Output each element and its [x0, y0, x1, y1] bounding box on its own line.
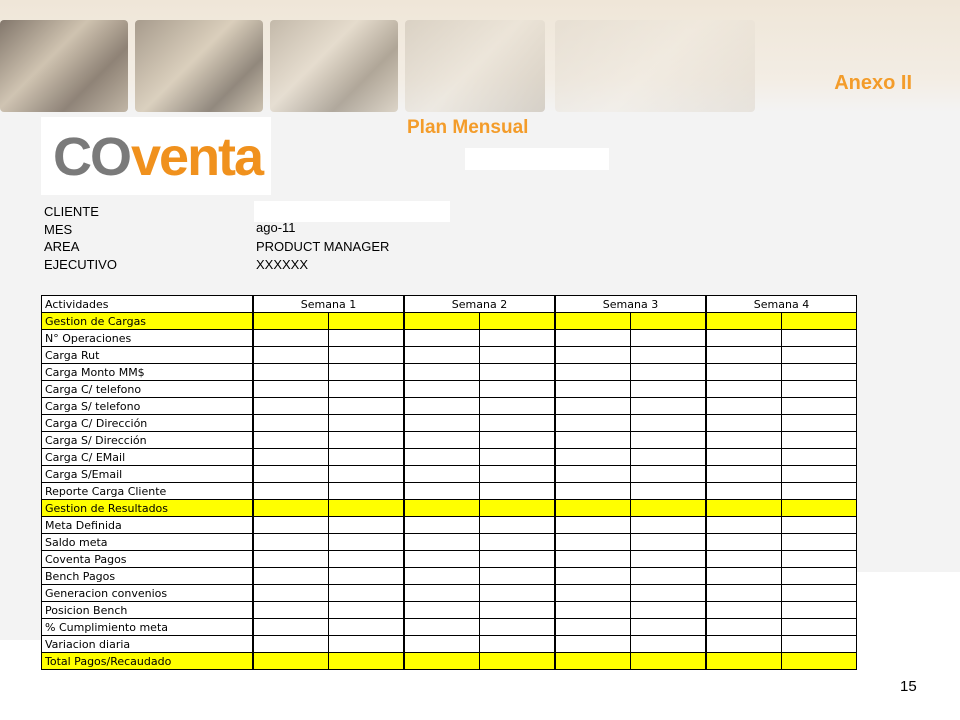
week-cell[interactable]	[706, 347, 782, 364]
week-cell[interactable]	[555, 517, 631, 534]
week-cell[interactable]	[329, 432, 405, 449]
info-label-executive: EJECUTIVO	[44, 257, 117, 272]
week-cell[interactable]	[253, 653, 329, 670]
week-cell[interactable]	[631, 449, 707, 466]
week-cell[interactable]	[555, 568, 631, 585]
week-cell[interactable]	[404, 619, 480, 636]
week-cell[interactable]	[631, 313, 707, 330]
week-cell[interactable]	[782, 517, 857, 534]
week-cell[interactable]	[706, 500, 782, 517]
week-cell[interactable]	[329, 449, 405, 466]
week-cell[interactable]	[404, 449, 480, 466]
week-cell[interactable]	[480, 398, 556, 415]
week-cell[interactable]	[404, 534, 480, 551]
week-cell[interactable]	[253, 415, 329, 432]
week-cell[interactable]	[480, 364, 556, 381]
week-cell[interactable]	[631, 500, 707, 517]
week-cell[interactable]	[782, 330, 857, 347]
week-cell[interactable]	[404, 313, 480, 330]
activity-label: Total Pagos/Recaudado	[42, 653, 254, 670]
week-cell[interactable]	[253, 602, 329, 619]
week-cell[interactable]	[782, 398, 857, 415]
week-cell[interactable]	[480, 432, 556, 449]
week-cell[interactable]	[253, 619, 329, 636]
logo-venta-text: venta	[131, 127, 263, 187]
week-cell[interactable]	[631, 432, 707, 449]
week-cell[interactable]	[631, 653, 707, 670]
week-cell[interactable]	[706, 585, 782, 602]
week-cell[interactable]	[253, 466, 329, 483]
week-cell[interactable]	[404, 347, 480, 364]
week-cell[interactable]	[253, 398, 329, 415]
week-cell[interactable]	[480, 517, 556, 534]
week-cell[interactable]	[329, 483, 405, 500]
table-row	[42, 568, 857, 585]
table-row	[42, 534, 857, 551]
table-row	[42, 364, 857, 381]
activity-label: Gestion de Cargas	[42, 313, 254, 330]
week-cell[interactable]	[329, 381, 405, 398]
week-cell[interactable]	[555, 466, 631, 483]
week-cell[interactable]	[329, 347, 405, 364]
table-row	[42, 415, 857, 432]
week-cell[interactable]	[555, 551, 631, 568]
week-cell[interactable]	[631, 568, 707, 585]
activity-label: Carga S/ telefono	[42, 398, 254, 415]
week-cell[interactable]	[555, 432, 631, 449]
info-value-executive: XXXXXX	[256, 257, 309, 272]
week-cell[interactable]	[253, 330, 329, 347]
activity-label: Meta Definida	[42, 517, 254, 534]
table-row	[42, 347, 857, 364]
week-cell[interactable]	[555, 500, 631, 517]
week-cell[interactable]	[253, 500, 329, 517]
week-cell[interactable]	[329, 517, 405, 534]
week-cell[interactable]	[329, 568, 405, 585]
table-row	[42, 466, 857, 483]
activity-label: N° Operaciones	[42, 330, 254, 347]
table-row	[42, 517, 857, 534]
week-cell[interactable]	[253, 449, 329, 466]
week-cell[interactable]	[555, 381, 631, 398]
week-cell[interactable]	[555, 347, 631, 364]
monthly-plan-table	[41, 295, 857, 670]
table-row	[42, 551, 857, 568]
week-cell[interactable]	[631, 398, 707, 415]
activity-label: Carga C/ EMail	[42, 449, 254, 466]
week-cell[interactable]	[706, 330, 782, 347]
week-cell[interactable]	[555, 602, 631, 619]
table-row	[42, 636, 857, 653]
week-cell[interactable]	[782, 415, 857, 432]
week-cell[interactable]	[480, 466, 556, 483]
week-cell[interactable]	[555, 483, 631, 500]
activity-label: Coventa Pagos	[42, 551, 254, 568]
activity-label: Generacion convenios	[42, 585, 254, 602]
week-cell[interactable]	[329, 602, 405, 619]
week-cell[interactable]	[782, 466, 857, 483]
week-cell[interactable]	[631, 381, 707, 398]
week-cell[interactable]	[404, 602, 480, 619]
week-cell[interactable]	[631, 483, 707, 500]
week-cell[interactable]	[706, 568, 782, 585]
table-row	[42, 500, 857, 517]
week-cell[interactable]	[480, 381, 556, 398]
week-cell[interactable]	[631, 619, 707, 636]
week-cell[interactable]	[404, 398, 480, 415]
week-cell[interactable]	[480, 347, 556, 364]
week-cell[interactable]	[555, 415, 631, 432]
week-cell[interactable]	[782, 602, 857, 619]
table-row	[42, 653, 857, 670]
week-cell[interactable]	[555, 330, 631, 347]
week-cell[interactable]	[480, 330, 556, 347]
week-cell[interactable]	[782, 534, 857, 551]
week-cell[interactable]	[329, 619, 405, 636]
week-cell[interactable]	[253, 636, 329, 653]
activity-label: Gestion de Resultados	[42, 500, 254, 517]
client-value-field	[254, 201, 450, 222]
header-week-1: Semana 1	[253, 296, 404, 313]
week-cell[interactable]	[782, 653, 857, 670]
activity-label: Carga S/Email	[42, 466, 254, 483]
week-cell[interactable]	[631, 585, 707, 602]
week-cell[interactable]	[782, 619, 857, 636]
activity-label: Bench Pagos	[42, 568, 254, 585]
week-cell[interactable]	[480, 568, 556, 585]
week-cell[interactable]	[631, 602, 707, 619]
activity-label: Carga Rut	[42, 347, 254, 364]
week-cell[interactable]	[329, 653, 405, 670]
blank-field	[465, 148, 609, 170]
week-cell[interactable]	[329, 364, 405, 381]
header-activities: Actividades	[42, 296, 254, 313]
week-cell[interactable]	[329, 313, 405, 330]
table-row	[42, 398, 857, 415]
week-cell[interactable]	[404, 517, 480, 534]
week-cell[interactable]	[253, 381, 329, 398]
week-cell[interactable]	[782, 313, 857, 330]
annex-title: Anexo II	[834, 72, 912, 94]
week-cell[interactable]	[253, 551, 329, 568]
week-cell[interactable]	[480, 500, 556, 517]
week-cell[interactable]	[404, 653, 480, 670]
week-cell[interactable]	[706, 551, 782, 568]
activity-label: % Cumplimiento meta	[42, 619, 254, 636]
week-cell[interactable]	[329, 551, 405, 568]
week-cell[interactable]	[706, 381, 782, 398]
week-cell[interactable]	[782, 432, 857, 449]
week-cell[interactable]	[480, 585, 556, 602]
week-cell[interactable]	[782, 449, 857, 466]
info-label-area: AREA	[44, 239, 80, 254]
activity-label: Carga C/ telefono	[42, 381, 254, 398]
week-cell[interactable]	[555, 398, 631, 415]
activity-label: Variacion diaria	[42, 636, 254, 653]
week-cell[interactable]	[706, 432, 782, 449]
week-cell[interactable]	[706, 602, 782, 619]
week-cell[interactable]	[555, 534, 631, 551]
week-cell[interactable]	[329, 534, 405, 551]
week-cell[interactable]	[782, 636, 857, 653]
info-value-month: ago-11	[256, 220, 296, 235]
week-cell[interactable]	[404, 500, 480, 517]
week-cell[interactable]	[631, 466, 707, 483]
week-cell[interactable]	[631, 551, 707, 568]
week-cell[interactable]	[555, 585, 631, 602]
activity-label: Carga S/ Dirección	[42, 432, 254, 449]
week-cell[interactable]	[782, 585, 857, 602]
week-cell[interactable]	[706, 313, 782, 330]
week-cell[interactable]	[253, 364, 329, 381]
week-cell[interactable]	[480, 653, 556, 670]
week-cell[interactable]	[631, 364, 707, 381]
week-cell[interactable]	[329, 398, 405, 415]
week-cell[interactable]	[555, 313, 631, 330]
week-cell[interactable]	[706, 364, 782, 381]
week-cell[interactable]	[253, 347, 329, 364]
activity-label: Saldo meta	[42, 534, 254, 551]
week-cell[interactable]	[329, 466, 405, 483]
week-cell[interactable]	[404, 432, 480, 449]
week-cell[interactable]	[706, 415, 782, 432]
activity-label: Carga C/ Dirección	[42, 415, 254, 432]
table-row	[42, 381, 857, 398]
info-value-area: PRODUCT MANAGER	[256, 239, 390, 254]
activity-label: Carga Monto MM$	[42, 364, 254, 381]
office-photo	[270, 20, 398, 112]
week-cell[interactable]	[329, 330, 405, 347]
info-label-month: MES	[44, 222, 73, 237]
week-cell[interactable]	[631, 534, 707, 551]
week-cell[interactable]	[253, 313, 329, 330]
table-row	[42, 619, 857, 636]
week-cell[interactable]	[631, 415, 707, 432]
week-cell[interactable]	[329, 585, 405, 602]
week-cell[interactable]	[329, 500, 405, 517]
week-cell[interactable]	[782, 551, 857, 568]
table-row	[42, 585, 857, 602]
week-cell[interactable]	[706, 483, 782, 500]
week-cell[interactable]	[480, 313, 556, 330]
week-cell[interactable]	[706, 398, 782, 415]
office-photo	[0, 20, 128, 112]
week-cell[interactable]	[404, 330, 480, 347]
activity-label: Reporte Carga Cliente	[42, 483, 254, 500]
week-cell[interactable]	[253, 585, 329, 602]
week-cell[interactable]	[631, 330, 707, 347]
week-cell[interactable]	[706, 534, 782, 551]
company-logo	[41, 117, 271, 195]
week-cell[interactable]	[555, 619, 631, 636]
week-cell[interactable]	[631, 636, 707, 653]
week-cell[interactable]	[480, 415, 556, 432]
week-cell[interactable]	[555, 449, 631, 466]
week-cell[interactable]	[329, 415, 405, 432]
week-cell[interactable]	[329, 636, 405, 653]
week-cell[interactable]	[253, 534, 329, 551]
week-cell[interactable]	[404, 636, 480, 653]
week-cell[interactable]	[404, 483, 480, 500]
week-cell[interactable]	[706, 517, 782, 534]
week-cell[interactable]	[480, 483, 556, 500]
week-cell[interactable]	[404, 415, 480, 432]
week-cell[interactable]	[253, 432, 329, 449]
week-cell[interactable]	[404, 364, 480, 381]
week-cell[interactable]	[480, 551, 556, 568]
week-cell[interactable]	[706, 653, 782, 670]
table-row	[42, 449, 857, 466]
table-row	[42, 313, 857, 330]
header-week-2: Semana 2	[404, 296, 555, 313]
week-cell[interactable]	[404, 568, 480, 585]
table-header-row	[42, 296, 857, 313]
week-cell[interactable]	[253, 568, 329, 585]
week-cell[interactable]	[631, 347, 707, 364]
office-photo	[405, 20, 545, 112]
page-title: Plan Mensual	[407, 117, 529, 138]
table-row	[42, 602, 857, 619]
photo-banner	[0, 0, 960, 112]
week-cell[interactable]	[404, 466, 480, 483]
table-row	[42, 330, 857, 347]
info-label-client: CLIENTE	[44, 204, 99, 219]
week-cell[interactable]	[706, 636, 782, 653]
week-cell[interactable]	[706, 466, 782, 483]
header-week-3: Semana 3	[555, 296, 706, 313]
week-cell[interactable]	[782, 347, 857, 364]
week-cell[interactable]	[253, 483, 329, 500]
week-cell[interactable]	[480, 534, 556, 551]
week-cell[interactable]	[480, 619, 556, 636]
activity-label: Posicion Bench	[42, 602, 254, 619]
table-row	[42, 483, 857, 500]
logo-co-text: CO	[53, 127, 130, 187]
office-photo	[135, 20, 263, 112]
week-cell[interactable]	[404, 551, 480, 568]
week-cell[interactable]	[782, 364, 857, 381]
week-cell[interactable]	[404, 585, 480, 602]
page-number: 15	[900, 678, 917, 695]
week-cell[interactable]	[253, 517, 329, 534]
week-cell[interactable]	[555, 653, 631, 670]
office-photo	[555, 20, 755, 112]
week-cell[interactable]	[782, 500, 857, 517]
table-row	[42, 432, 857, 449]
week-cell[interactable]	[782, 568, 857, 585]
week-cell[interactable]	[555, 364, 631, 381]
week-cell[interactable]	[480, 449, 556, 466]
week-cell[interactable]	[480, 602, 556, 619]
week-cell[interactable]	[555, 636, 631, 653]
week-cell[interactable]	[706, 619, 782, 636]
header-week-4: Semana 4	[706, 296, 857, 313]
week-cell[interactable]	[480, 636, 556, 653]
week-cell[interactable]	[631, 517, 707, 534]
week-cell[interactable]	[706, 449, 782, 466]
week-cell[interactable]	[782, 483, 857, 500]
week-cell[interactable]	[404, 381, 480, 398]
week-cell[interactable]	[782, 381, 857, 398]
